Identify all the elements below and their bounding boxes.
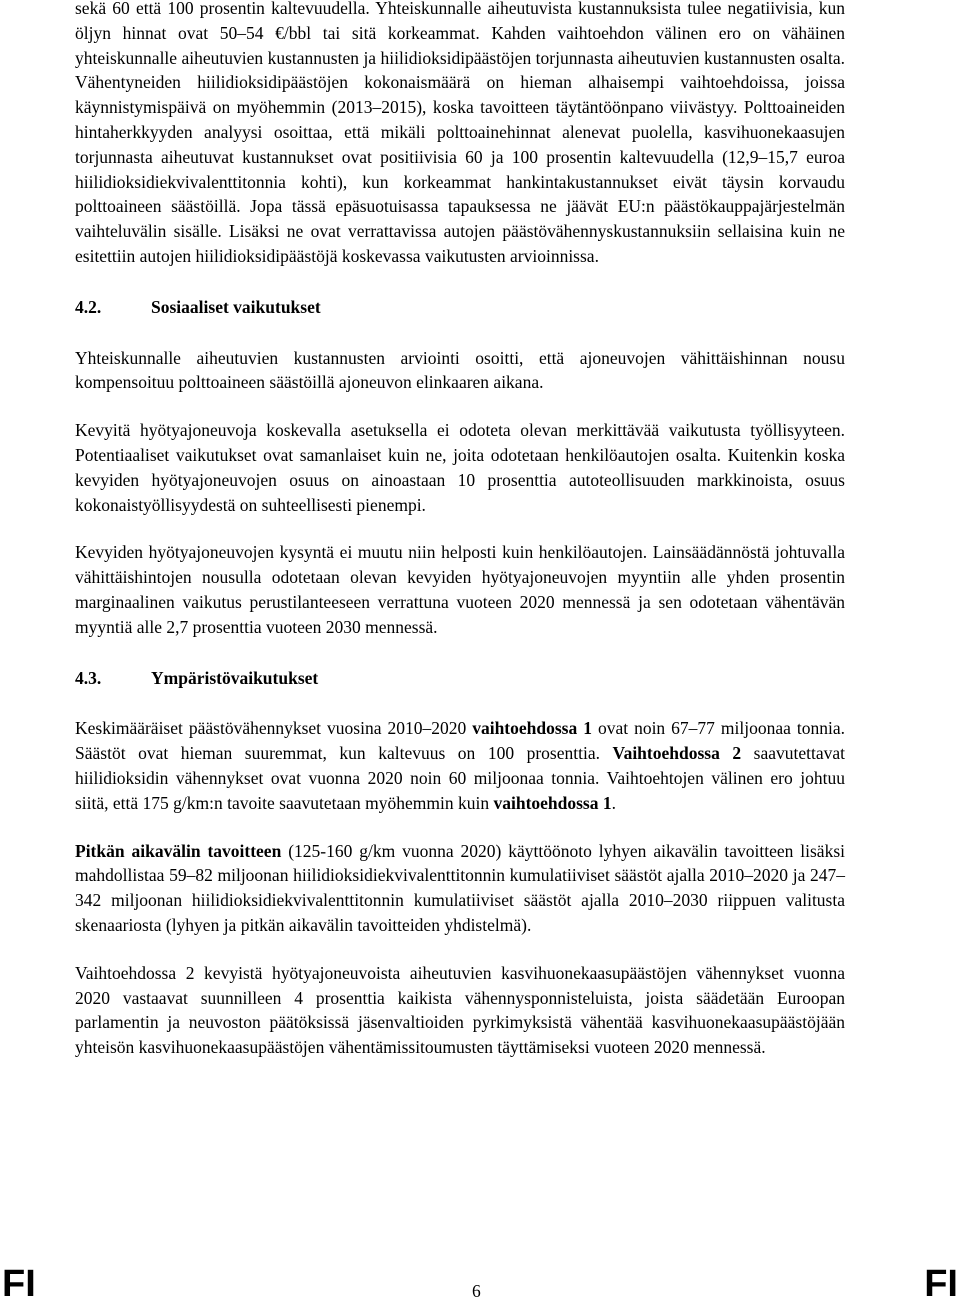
bold-text-run: Pitkän aikavälin tavoitteen [75,840,282,861]
environment-paragraph-3: Vaihtoehdossa 2 kevyistä hyötyajoneuvoista aiheutuvien kasvihuonekaasupäästöjen vähennykset vuonna 2020 vastaavat suunnilleen 4 prosenttia kaikista vähennysponnisteluista, joista säädetään Euroopan parlamentin ja neuvoston päätöksissä jäsenvaltioiden pyrkimyksistä vähentää kasvihuonekaasupäästöjään yhteisön kasvihuonekaasupäästöjen vähentämissitoumusten täyttämiseksi vuoteen 2020 mennessä. [75,962,845,1058]
text-run: saavutettavat hiilidioksidin vähennykset ovat vuonna 2020 noin 60 miljoonaa tonnia. Vaihtoehtojen välinen ero johtuu siitä, että 175 g/km:n tavoite saavutetaan myöhemmin kuin [75,743,845,813]
text-run: ovat noin 67–77 miljoonaa tonnia. Säästöt ovat hieman suuremmat, kun kaltevuus on 100 prosenttia. [75,718,845,764]
footer-language-right: FI [924,1263,958,1305]
document-page [75,0,845,1060]
environment-paragraph-1 [75,716,845,815]
intro-paragraph: sekä 60 että 100 prosentin kaltevuudella. Yhteiskunnalle aiheutuvista kustannuksista tulee negatiivisia, kun öljyn hinnat ovat 50–54 €/bbl tai sitä korkeammat. Kahden vaihtoehdon välinen ero on vähäinen yhteiskunnalle aiheutuvien kustannusten ja hiilidioksidipäästöjen torjunnasta aiheutuvien kustannusten osalta. Vähentyneiden hiilidioksidipäästöjen kokonaismäärä on hieman alhaisempi vaihtoehdoissa, joissa käynnistymispäivä on myöhemmin (2013–2015), koska tavoitteen täytäntöönpano viivästyy. Polttoaineiden hintaherkkyyden analyysi osoittaa, että mikäli polttoainehinnat alenevat puolella, kasvihuonekaasujen torjunnasta aiheutuvat kustannukset ovat positiivisia 60 ja 100 prosentin kaltevuudella (12,9–15,7 euroa hiilidioksidiekvivalenttitonnia kohti), kun korkeammat hankintakustannukset eivät täysin korvaudu polttoaineen säästöillä. Jopa tässä epäsuotuisassa tapauksessa ne jäävät EU:n päästökauppajärjestelmän vaihteluvälin sisälle. Lisäksi ne ovat verrattavissa autojen päästövähennyskustannuksiin sellaisina kuin ne esitettiin autojen hiilidioksidipäästöjä koskevassa vaikutusten arvioinnissa. [75,0,845,266]
section-number: 4.2. [75,296,102,317]
footer-language-left: FI [2,1263,36,1305]
section-heading-4-3 [75,666,845,691]
bold-text-run: vaihtoehdossa 1 [472,718,592,739]
social-paragraph-3: Kevyiden hyötyajoneuvojen kysyntä ei muutu niin helposti kuin henkilöautojen. Lainsäädännöstä johtuvalla vähittäishintojen nousulla odotetaan olevan kevyiden hyötyajoneuvojen myyntiin alle yhden prosentin marginaalinen vaikutus perustilanteeseen verrattuna vuoteen 2020 mennessä ja sen odotetaan vähentävän myyntiä alle 2,7 prosenttia vuoteen 2030 mennessä. [75,542,845,637]
section-title: Sosiaaliset vaikutukset [151,296,321,317]
section-title: Ympäristövaikutukset [151,667,319,688]
bold-text-run: Vaihtoehdossa 2 [612,743,742,764]
bold-text-run: vaihtoehdossa 1 [493,792,612,813]
section-number: 4.3. [75,667,102,688]
section-heading-4-2 [75,295,845,320]
text-run: . [611,792,616,813]
social-paragraph-1: Yhteiskunnalle aiheutuvien kustannusten arviointi osoitti, että ajoneuvojen vähittäishinnan nousu kompensoituu polttoaineen säästöillä ajoneuvon elinkaaren aikana. [75,347,845,393]
social-paragraph-2: Kevyitä hyötyajoneuvoja koskevalla asetuksella ei odoteta olevan merkittävää vaikutusta työllisyyteen. Potentiaaliset vaikutukset ovat samanlaiset kuin ne, joita odotetaan henkilöautojen osalta. Kuitenkin koska kevyiden hyötyajoneuvojen osuus on ainoastaan 10 prosenttia autoteollisuuden markkinoista, osuus kokonaistyöllisyydestä on suhteellisesti pienempi. [75,420,845,515]
page-number: 6 [472,1281,481,1301]
text-run: Keskimääräiset päästövähennykset vuosina 2010–2020 [75,718,473,739]
text-run: (125-160 g/km vuonna 2020) käyttöönoto lyhyen aikavälin tavoitteen lisäksi mahdollistaa 59–82 miljoonan hiilidioksidiekvivalenttitonnin kumulatiiviset säästöt ajalla 2010–2020 ja 247–342 miljoonan hiilidioksidiekvivalenttitonnin kumulatiiviset säästöt ajalla 2010–2030 riippuen valitusta skenaariosta (lyhyen ja pitkän aikavälin tavoitteiden yhdistelmä). [75,840,845,935]
environment-paragraph-2 [75,839,845,938]
